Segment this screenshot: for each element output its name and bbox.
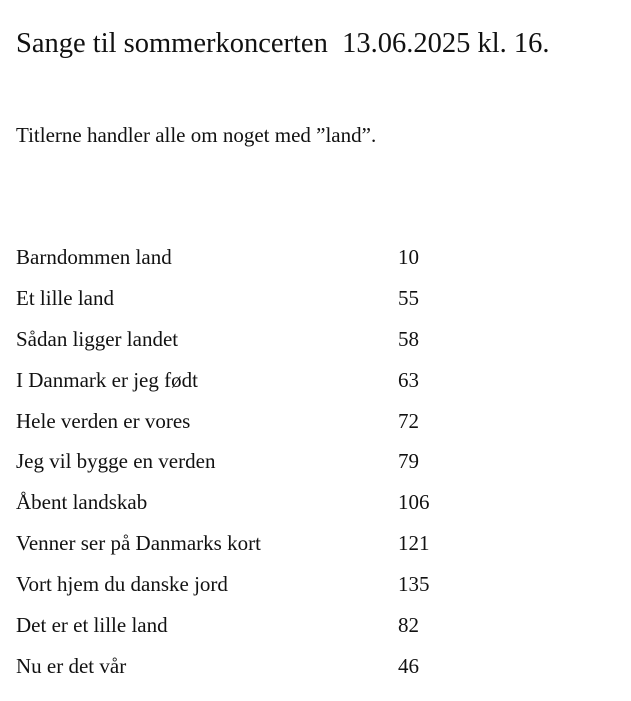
song-title: Det er et lille land bbox=[16, 613, 168, 638]
song-number: 79 bbox=[398, 449, 419, 474]
song-title: Venner ser på Danmarks kort bbox=[16, 531, 261, 556]
song-number: 55 bbox=[398, 285, 419, 310]
song-row bbox=[16, 451, 616, 492]
song-number: 72 bbox=[398, 408, 419, 433]
song-number: 121 bbox=[398, 531, 430, 556]
song-row bbox=[16, 247, 616, 288]
song-title: Jeg vil bygge en verden bbox=[16, 449, 216, 474]
song-title: Hele verden er vores bbox=[16, 408, 191, 433]
subtitle: Titlerne handler alle om noget med ”land”. bbox=[16, 123, 377, 147]
song-row bbox=[16, 326, 616, 370]
song-title: Åbent landskab bbox=[16, 490, 148, 515]
song-number: 58 bbox=[398, 326, 419, 351]
song-list bbox=[16, 247, 616, 697]
page-title: Sange til sommerkoncerten 13.06.2025 kl. 16. bbox=[16, 28, 550, 59]
song-number: 106 bbox=[398, 490, 430, 515]
song-number: 10 bbox=[398, 245, 419, 269]
song-row bbox=[16, 367, 616, 411]
song-row bbox=[16, 285, 616, 329]
song-row bbox=[16, 615, 616, 656]
song-number: 82 bbox=[398, 613, 419, 638]
song-title: Nu er det vår bbox=[16, 653, 127, 678]
song-number: 63 bbox=[398, 367, 419, 392]
song-title: Et lille land bbox=[16, 285, 114, 310]
song-number: 46 bbox=[398, 653, 419, 678]
song-row bbox=[16, 653, 616, 697]
song-title: I Danmark er jeg født bbox=[16, 367, 198, 392]
song-row bbox=[16, 408, 616, 452]
song-row bbox=[16, 533, 616, 574]
song-row bbox=[16, 492, 616, 533]
song-row bbox=[16, 574, 616, 615]
song-title: Barndommen land bbox=[16, 245, 172, 269]
song-title: Vort hjem du danske jord bbox=[16, 572, 228, 597]
song-number: 135 bbox=[398, 572, 430, 597]
song-title: Sådan ligger landet bbox=[16, 326, 179, 351]
